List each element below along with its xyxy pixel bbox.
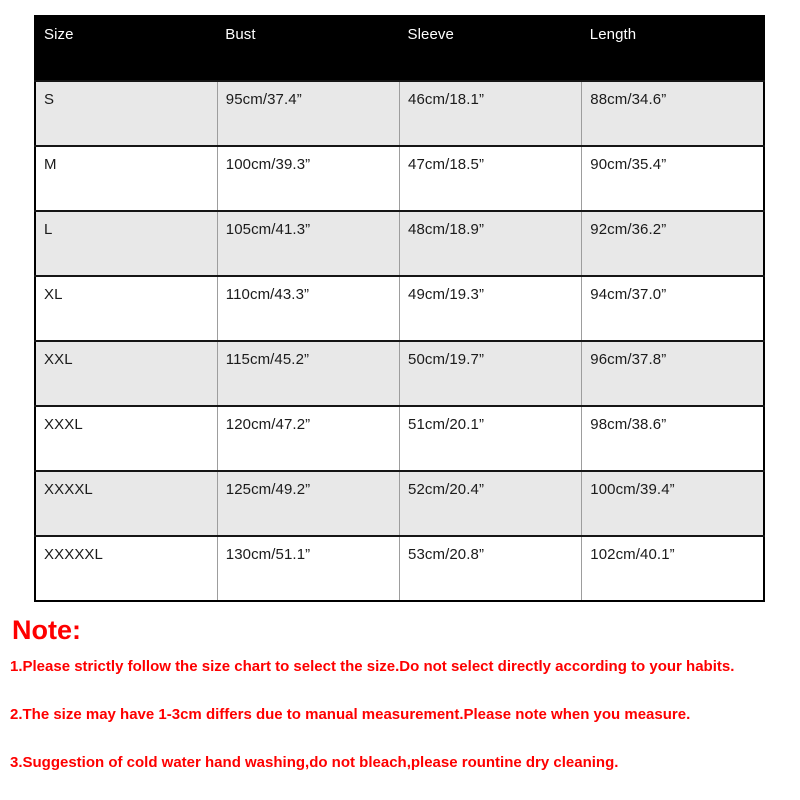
cell-size: XXL	[35, 341, 217, 406]
cell-size: M	[35, 146, 217, 211]
cell-size: XXXXXL	[35, 536, 217, 601]
note-item-2: 2.The size may have 1-3cm differs due to manual measurement.Please note when you measure.	[10, 706, 691, 723]
cell-bust: 130cm/51.1”	[217, 536, 399, 601]
cell-bust: 125cm/49.2”	[217, 471, 399, 536]
cell-length: 102cm/40.1”	[582, 536, 764, 601]
cell-sleeve: 49cm/19.3”	[400, 276, 582, 341]
cell-bust: 110cm/43.3”	[217, 276, 399, 341]
table-row-xl	[35, 276, 764, 341]
header-cell-bust: Bust	[217, 16, 399, 81]
cell-length: 98cm/38.6”	[582, 406, 764, 471]
table-row-s	[35, 81, 764, 146]
cell-sleeve: 52cm/20.4”	[400, 471, 582, 536]
cell-bust: 100cm/39.3”	[217, 146, 399, 211]
cell-length: 88cm/34.6”	[582, 81, 764, 146]
note-item-1: 1.Please strictly follow the size chart to select the size.Do not select directly according to your habits.	[10, 658, 735, 675]
cell-sleeve: 53cm/20.8”	[400, 536, 582, 601]
table-row-m	[35, 146, 764, 211]
cell-bust: 95cm/37.4”	[217, 81, 399, 146]
table-row-xxl	[35, 341, 764, 406]
size-chart-table	[34, 15, 765, 602]
cell-sleeve: 50cm/19.7”	[400, 341, 582, 406]
cell-bust: 120cm/47.2”	[217, 406, 399, 471]
cell-length: 94cm/37.0”	[582, 276, 764, 341]
note-heading: Note:	[12, 615, 81, 645]
header-cell-length: Length	[582, 16, 764, 81]
note-item-3: 3.Suggestion of cold water hand washing,do not bleach,please rountine dry cleaning.	[10, 754, 619, 771]
table-row-xxxxl	[35, 471, 764, 536]
cell-sleeve: 46cm/18.1”	[400, 81, 582, 146]
table-header-row	[35, 16, 764, 81]
cell-size: XXXL	[35, 406, 217, 471]
table-row-xxxl	[35, 406, 764, 471]
cell-bust: 115cm/45.2”	[217, 341, 399, 406]
table-row-l	[35, 211, 764, 276]
cell-sleeve: 48cm/18.9”	[400, 211, 582, 276]
cell-length: 90cm/35.4”	[582, 146, 764, 211]
cell-size: L	[35, 211, 217, 276]
table-row-xxxxxl	[35, 536, 764, 601]
cell-sleeve: 47cm/18.5”	[400, 146, 582, 211]
cell-bust: 105cm/41.3”	[217, 211, 399, 276]
header-cell-sleeve: Sleeve	[400, 16, 582, 81]
cell-size: S	[35, 81, 217, 146]
cell-size: XXXXL	[35, 471, 217, 536]
cell-length: 92cm/36.2”	[582, 211, 764, 276]
cell-length: 100cm/39.4”	[582, 471, 764, 536]
cell-sleeve: 51cm/20.1”	[400, 406, 582, 471]
header-cell-size: Size	[35, 16, 217, 81]
cell-length: 96cm/37.8”	[582, 341, 764, 406]
cell-size: XL	[35, 276, 217, 341]
